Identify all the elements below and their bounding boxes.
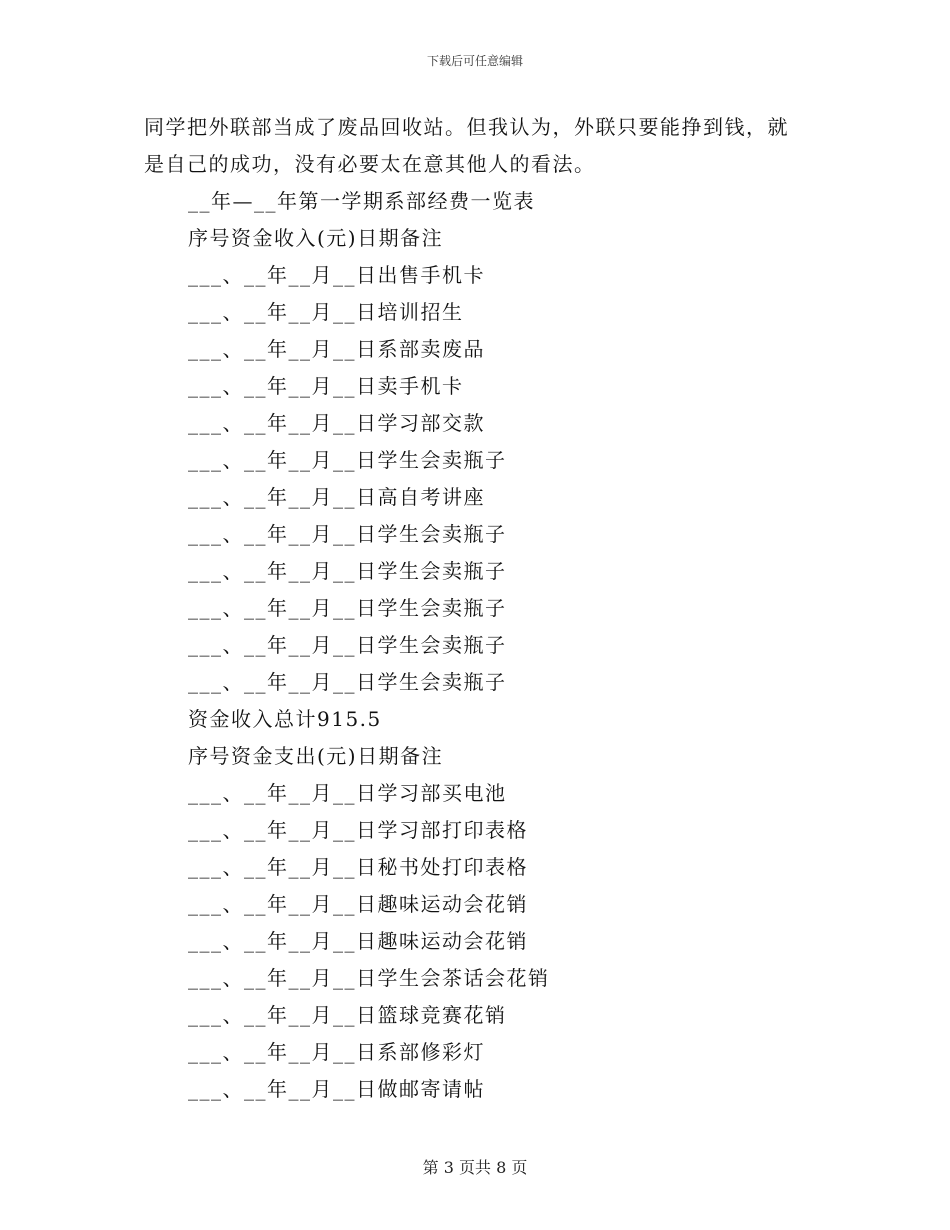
expense-row: ___、__年__月__日系部修彩灯: [188, 1040, 485, 1064]
page-header: 下载后可任意编辑: [426, 54, 523, 68]
income-row: ___、__年__月__日出售手机卡: [188, 263, 485, 287]
income-row: ___、__年__月__日系部卖废品: [188, 337, 485, 361]
income-row: ___、__年__月__日学生会卖瓶子: [188, 448, 507, 472]
income-row: ___、__年__月__日学生会卖瓶子: [188, 522, 507, 546]
intro-line: 同学把外联部当成了废品回收站。但我认为，外联只要能挣到钱，就: [144, 115, 789, 139]
table-title: __年—__年第一学期系部经费一览表: [188, 189, 535, 213]
expense-row: ___、__年__月__日学生会茶话会花销: [188, 966, 550, 990]
income-row: ___、__年__月__日学生会卖瓶子: [188, 596, 507, 620]
expense-row: ___、__年__月__日篮球竞赛花销: [188, 1003, 507, 1027]
expense-row: ___、__年__月__日秘书处打印表格: [188, 855, 528, 879]
income-row: ___、__年__月__日学生会卖瓶子: [188, 670, 507, 694]
income-row: ___、__年__月__日培训招生: [188, 300, 464, 324]
income-row: ___、__年__月__日学生会卖瓶子: [188, 633, 507, 657]
expense-row: ___、__年__月__日做邮寄请帖: [188, 1077, 485, 1101]
expense-row: ___、__年__月__日学习部打印表格: [188, 818, 528, 842]
income-list: [144, 257, 804, 701]
expense-row: ___、__年__月__日趣味运动会花销: [188, 929, 528, 953]
page-footer: 第 3 页共 8 页: [422, 1158, 528, 1177]
income-row: ___、__年__月__日高自考讲座: [188, 485, 485, 509]
expense-list: [144, 775, 804, 1108]
expense-header: 序号资金支出(元)日期备注: [188, 744, 444, 768]
expense-row: ___、__年__月__日学习部买电池: [188, 781, 507, 805]
income-row: ___、__年__月__日卖手机卡: [188, 374, 464, 398]
intro-line: 是自己的成功，没有必要太在意其他人的看法。: [144, 152, 596, 176]
income-header: 序号资金收入(元)日期备注: [188, 226, 444, 250]
expense-row: ___、__年__月__日趣味运动会花销: [188, 892, 528, 916]
document-body: [144, 109, 804, 1108]
income-row: ___、__年__月__日学习部交款: [188, 411, 485, 435]
income-total: 资金收入总计915.5: [188, 707, 382, 731]
income-row: ___、__年__月__日学生会卖瓶子: [188, 559, 507, 583]
